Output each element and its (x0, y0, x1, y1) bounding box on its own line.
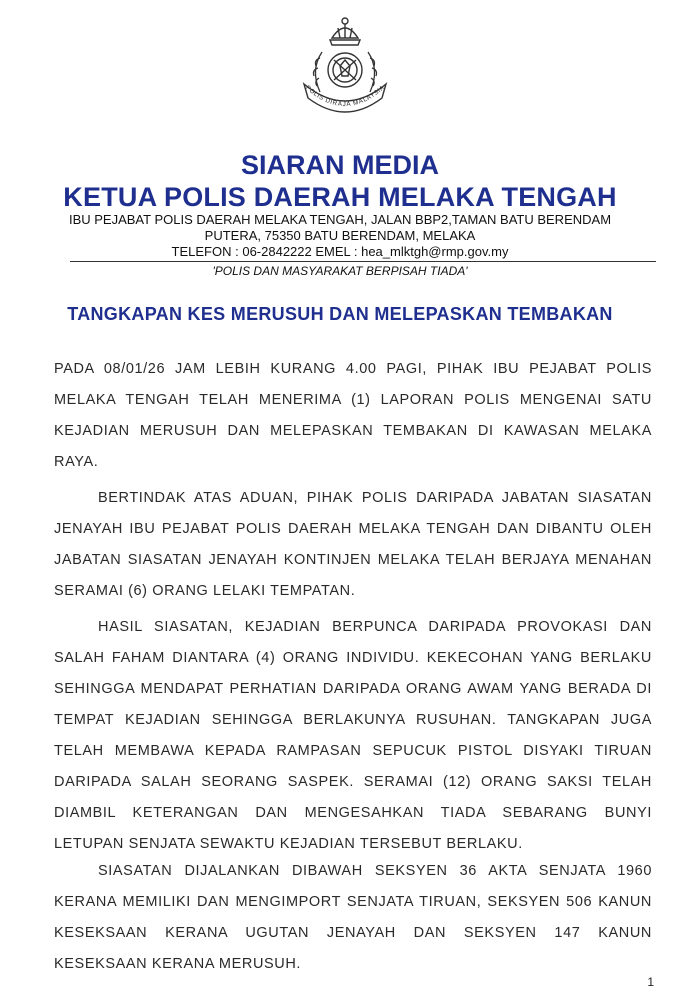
document-heading: TANGKAPAN KES MERUSUH DAN MELEPASKAN TEMBAKAN (67, 304, 613, 324)
police-crest-icon (296, 14, 394, 118)
paragraph-3: HASIL SIASATAN, KEJADIAN BERPUNCA DARIPADA PROVOKASI DAN SALAH FAHAM DIANTARA (4) ORANG INDIVIDU. KEKECOHAN YANG BERLAKU SEHINGGA MENDAPAT PERHATIAN DARIPADA ORANG AWAM YANG BERADA DI TEMPAT KEJADIAN SEHINGGA BERLAKUNYA RUSUHAN. TANGKAPAN JUGA TELAH MEMBAWA KEPADA RAMPASAN SEPUCUK PISTOL DISYAKI TIRUAN DARIPADA SALAH SEORANG SASPEK. SERAMAI (12) ORANG SAKSI TELAH DIAMBIL KETERANGAN DAN MENGESAHKAN TIADA SEBARANG BUNYI LETUPAN SENJATA SEWAKTU KEJADIAN TERSEBUT BERLAKU. (54, 619, 652, 852)
address-line-1: IBU PEJABAT POLIS DAERAH MELAKA TENGAH, JALAN BBP2,TAMAN BATU BERENDAM (68, 212, 612, 227)
address-line-2: PUTERA, 75350 BATU BERENDAM, MELAKA (204, 228, 476, 243)
district-police-chief-title: KETUA POLIS DAERAH MELAKA TENGAH (63, 182, 617, 212)
contact-line: TELEFON : 06-2842222 EMEL : hea_mlktgh@rmp.gov.my (171, 244, 509, 259)
media-release-title: SIARAN MEDIA (240, 150, 439, 180)
motto: 'POLIS DAN MASYARAKAT BERPISAH TIADA' (212, 264, 468, 278)
header-divider (70, 261, 656, 262)
page-number: 1 (647, 975, 654, 989)
paragraph-4: SIASATAN DIJALANKAN DIBAWAH SEKSYEN 36 AKTA SENJATA 1960 KERANA MEMILIKI DAN MENGIMPORT SENJATA TIRUAN, SEKSYEN 506 KANUN KESEKSAAN KERANA UGUTAN JENAYAH DAN SEKSYEN 147 KANUN KESEKSAAN KERANA MERUSUH. (54, 863, 652, 972)
svg-text:POLIS DIRAJA MALAYSIA: POLIS DIRAJA MALAYSIA (304, 84, 386, 109)
paragraph-1: PADA 08/01/26 JAM LEBIH KURANG 4.00 PAGI, PIHAK IBU PEJABAT POLIS MELAKA TENGAH TELAH MENERIMA (1) LAPORAN POLIS MENGENAI SATU KEJADIAN MERUSUH DAN MELEPASKAN TEMBAKAN DI KAWASAN MELAKA RAYA. (54, 361, 652, 470)
paragraph-2: BERTINDAK ATAS ADUAN, PIHAK POLIS DARIPADA JABATAN SIASATAN JENAYAH IBU PEJABAT POLIS DAERAH MELAKA TENGAH DAN DIBANTU OLEH JABATAN SIASATAN JENAYAH KONTINJEN MELAKA TELAH BERJAYA MENAHAN SERAMAI (6) ORANG LELAKI TEMPATAN. (54, 490, 652, 599)
